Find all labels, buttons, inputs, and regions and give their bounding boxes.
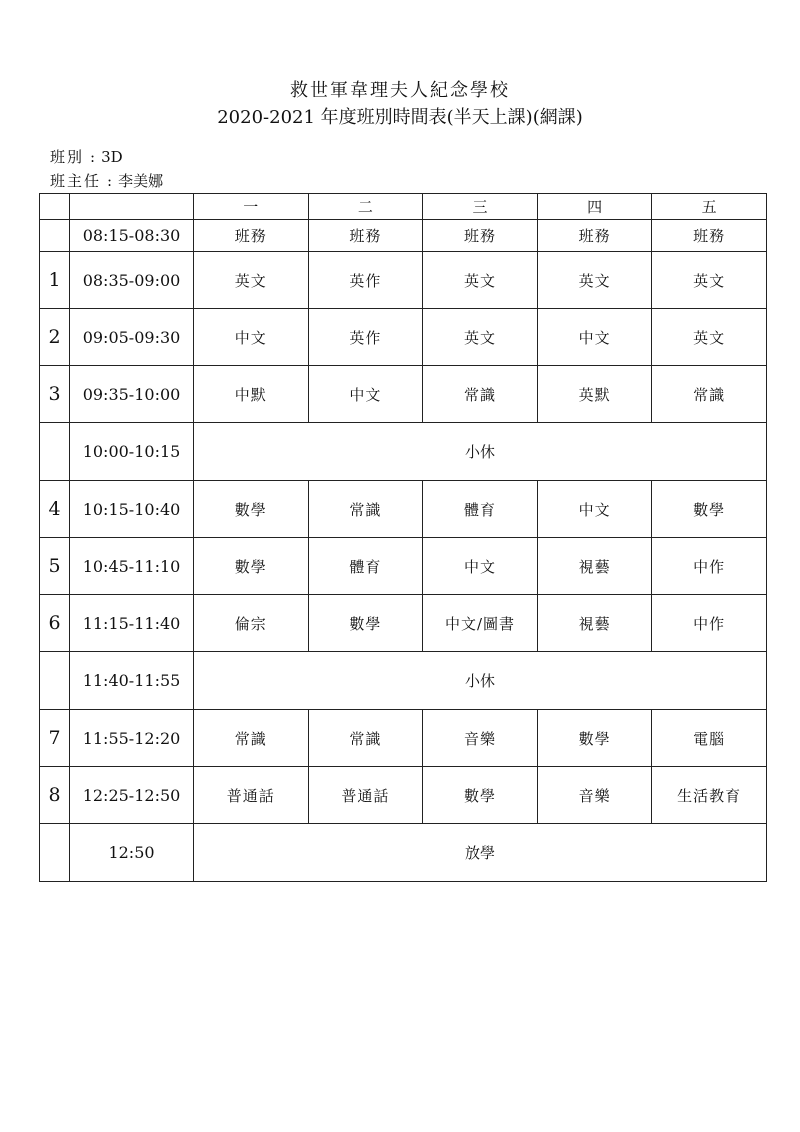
subject-cell: 數學	[194, 538, 309, 595]
period-row	[40, 309, 767, 366]
period-number: 1	[40, 252, 70, 309]
corner-cell	[70, 194, 194, 220]
subject-cell: 英文	[652, 309, 767, 366]
period-row	[40, 481, 767, 538]
subject-cell: 班務	[308, 220, 423, 252]
period-number: 3	[40, 366, 70, 423]
subject-cell: 英文	[537, 252, 652, 309]
subject-cell: 常識	[308, 710, 423, 767]
break-label: 小休	[194, 652, 767, 710]
break-label: 放學	[194, 824, 767, 882]
period-row	[40, 252, 767, 309]
subject-cell: 數學	[537, 710, 652, 767]
subject-cell: 中文	[194, 309, 309, 366]
subject-cell: 普通話	[308, 767, 423, 824]
period-number: 4	[40, 481, 70, 538]
weekday-header: 四	[537, 194, 652, 220]
subject-cell: 數學	[423, 767, 538, 824]
class-separator: :	[90, 148, 96, 166]
period-number	[40, 423, 70, 481]
time-slot: 10:00-10:15	[70, 423, 194, 481]
subject-cell: 班務	[194, 220, 309, 252]
time-slot: 12:50	[70, 824, 194, 882]
time-slot: 08:35-09:00	[70, 252, 194, 309]
subject-cell: 數學	[652, 481, 767, 538]
subject-cell: 體育	[423, 481, 538, 538]
class-value: 3D	[101, 148, 123, 166]
weekday-header: 一	[194, 194, 309, 220]
subject-cell: 電腦	[652, 710, 767, 767]
teacher-label: 班主任	[50, 172, 102, 190]
break-row	[40, 652, 767, 710]
weekday-header: 五	[652, 194, 767, 220]
class-label: 班別	[50, 148, 85, 166]
subject-cell: 數學	[194, 481, 309, 538]
teacher-separator: :	[107, 172, 113, 190]
period-number: 6	[40, 595, 70, 652]
subject-cell: 數學	[308, 595, 423, 652]
subject-cell: 倫宗	[194, 595, 309, 652]
period-row	[40, 710, 767, 767]
period-row	[40, 366, 767, 423]
time-slot: 12:25-12:50	[70, 767, 194, 824]
subject-cell: 視藝	[537, 538, 652, 595]
subject-cell: 英文	[194, 252, 309, 309]
weekday-header-row	[40, 194, 767, 220]
subject-cell: 普通話	[194, 767, 309, 824]
subject-cell: 常識	[194, 710, 309, 767]
period-number	[40, 652, 70, 710]
time-slot: 10:45-11:10	[70, 538, 194, 595]
time-slot: 11:15-11:40	[70, 595, 194, 652]
weekday-header: 三	[423, 194, 538, 220]
period-number	[40, 824, 70, 882]
subject-cell: 英作	[308, 309, 423, 366]
subject-cell: 中默	[194, 366, 309, 423]
registration-row	[40, 220, 767, 252]
period-row	[40, 767, 767, 824]
subject-cell: 班務	[423, 220, 538, 252]
time-slot: 11:55-12:20	[70, 710, 194, 767]
subject-cell: 常識	[308, 481, 423, 538]
corner-cell	[40, 194, 70, 220]
subject-cell: 班務	[537, 220, 652, 252]
subject-cell: 中文	[308, 366, 423, 423]
subject-cell: 中作	[652, 538, 767, 595]
teacher-value: 李美娜	[118, 172, 164, 190]
weekday-header: 二	[308, 194, 423, 220]
time-slot: 09:05-09:30	[70, 309, 194, 366]
subject-cell: 中文	[423, 538, 538, 595]
period-row	[40, 595, 767, 652]
subject-cell: 中文/圖書	[423, 595, 538, 652]
timetable-title: 2020-2021 年度班別時間表(半天上課)(網課)	[217, 107, 583, 128]
timetable	[39, 193, 767, 882]
subject-cell: 英作	[308, 252, 423, 309]
teacher-info	[50, 170, 163, 191]
subject-cell: 體育	[308, 538, 423, 595]
subject-cell: 生活教育	[652, 767, 767, 824]
school-name: 救世軍韋理夫人紀念學校	[290, 80, 510, 101]
time-slot: 11:40-11:55	[70, 652, 194, 710]
subject-cell: 英文	[652, 252, 767, 309]
break-label: 小休	[194, 423, 767, 481]
period-number: 5	[40, 538, 70, 595]
period-number: 2	[40, 309, 70, 366]
subject-cell: 中文	[537, 309, 652, 366]
period-row	[40, 538, 767, 595]
break-row	[40, 824, 767, 882]
time-slot: 09:35-10:00	[70, 366, 194, 423]
subject-cell: 班務	[652, 220, 767, 252]
subject-cell: 中作	[652, 595, 767, 652]
time-slot: 10:15-10:40	[70, 481, 194, 538]
time-slot: 08:15-08:30	[70, 220, 194, 252]
class-info	[50, 146, 123, 167]
subject-cell: 視藝	[537, 595, 652, 652]
subject-cell: 音樂	[537, 767, 652, 824]
subject-cell: 常識	[652, 366, 767, 423]
subject-cell: 英文	[423, 252, 538, 309]
subject-cell: 英默	[537, 366, 652, 423]
break-row	[40, 423, 767, 481]
subject-cell: 中文	[537, 481, 652, 538]
period-number: 8	[40, 767, 70, 824]
subject-cell: 英文	[423, 309, 538, 366]
subject-cell: 音樂	[423, 710, 538, 767]
period-number: 7	[40, 710, 70, 767]
period-number	[40, 220, 70, 252]
subject-cell: 常識	[423, 366, 538, 423]
